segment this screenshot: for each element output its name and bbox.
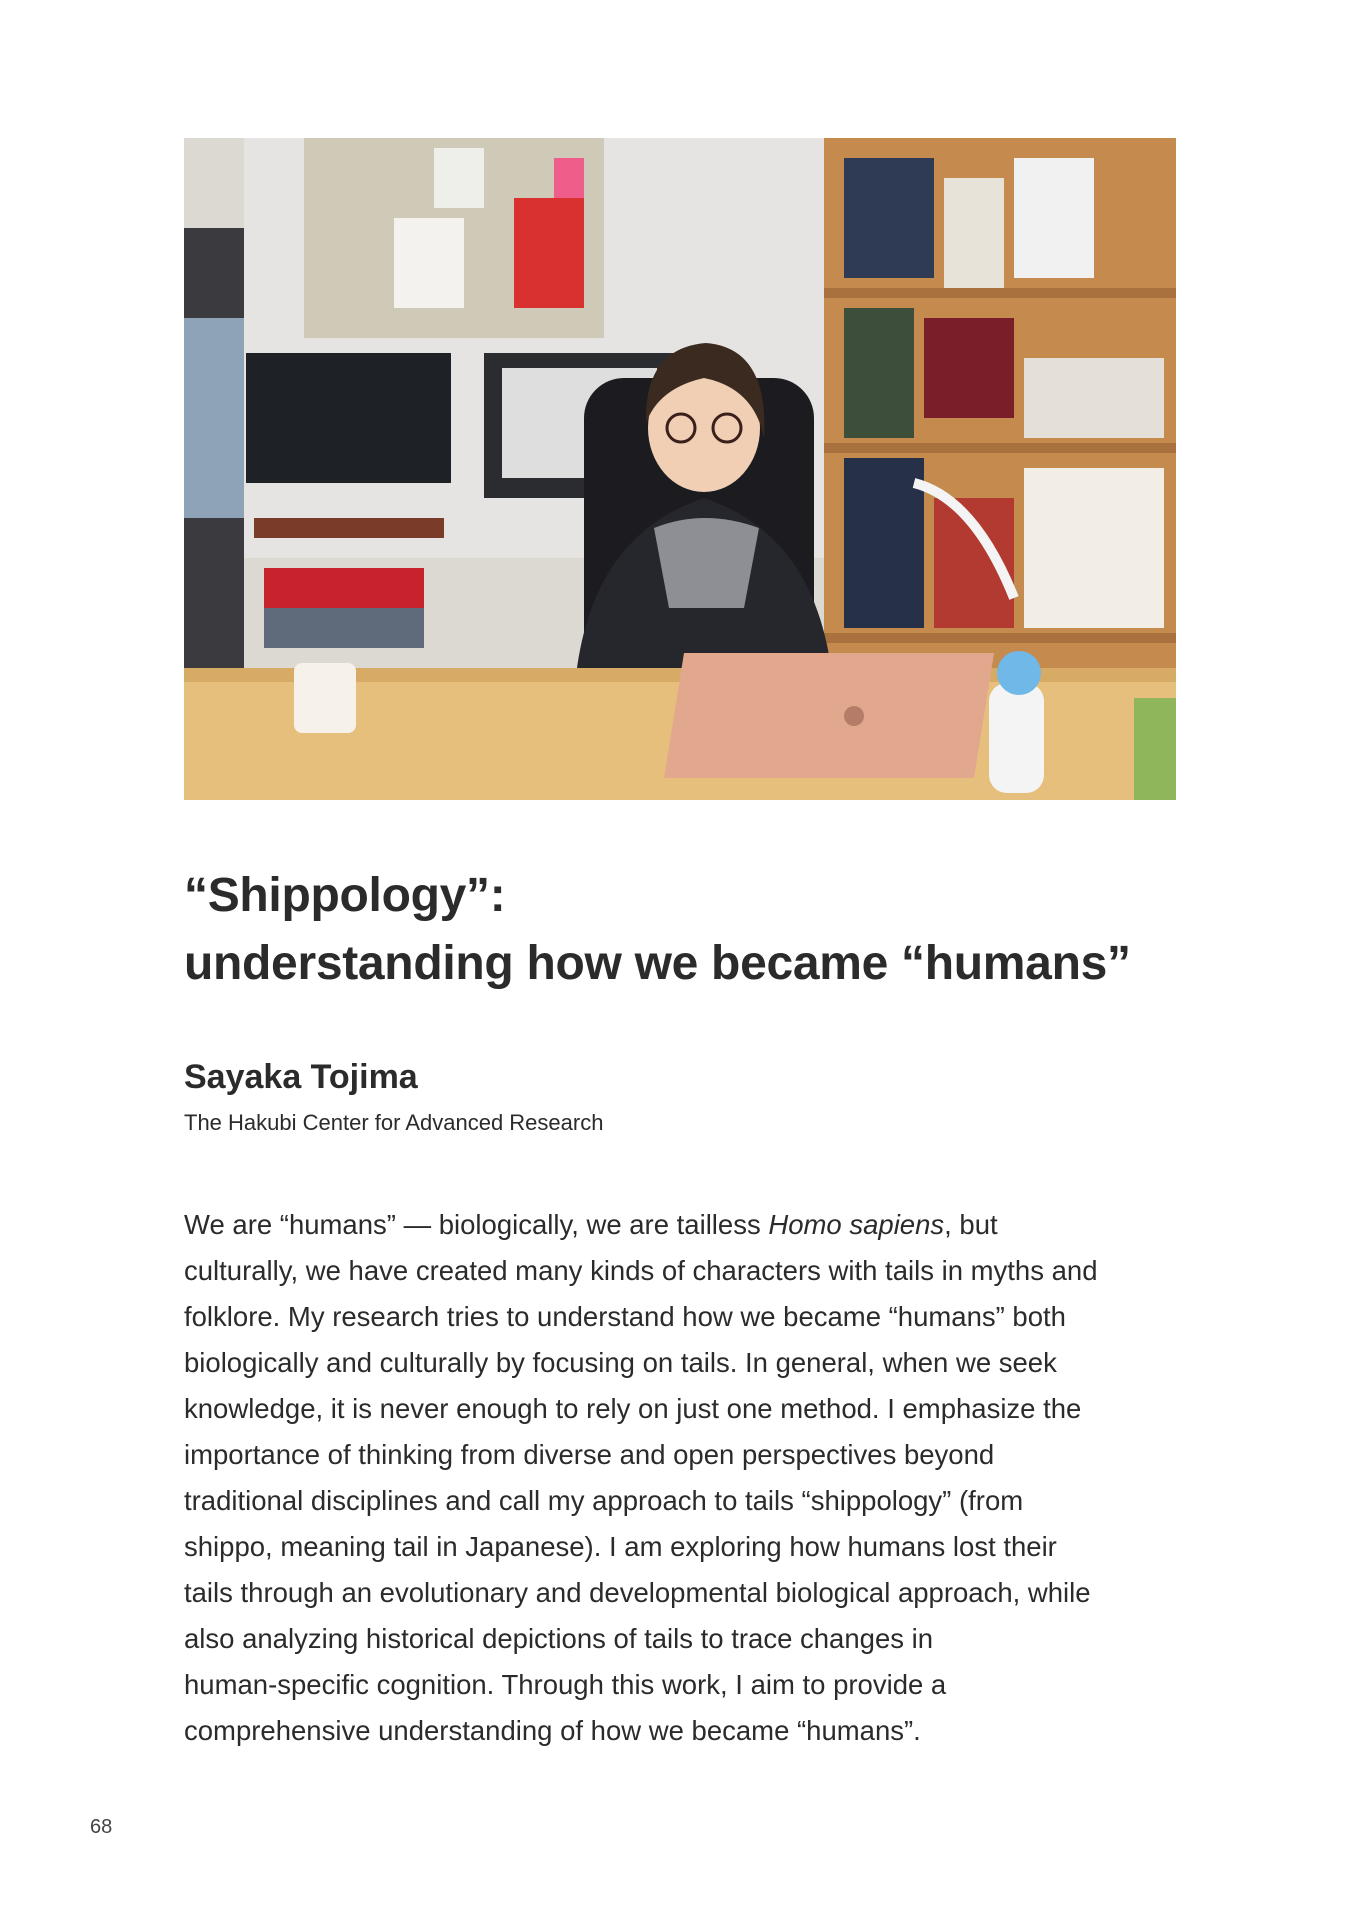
body-line: human-specific cognition. Through this work, I aim to provide a [184,1669,947,1700]
page-number: 68 [90,1816,113,1838]
body-line-1 [184,1202,1184,1248]
body-line: importance of thinking from diverse and open perspectives beyond [184,1439,995,1470]
article-title [184,862,1184,998]
body-italic-species: Homo sapiens [768,1209,945,1240]
body-line: folklore. My research tries to understand how we became “humans” both [184,1301,1066,1332]
title-line-2: understanding how we became “humans” [184,937,1131,990]
body-line: also analyzing historical depictions of tails to trace changes in [184,1623,934,1654]
portrait-photo [184,138,1176,800]
body-line-1-end: , but [944,1209,998,1240]
title-line-1: “Shippology”: [184,869,506,922]
body-line: knowledge, it is never enough to rely on just one method. I emphasize the [184,1393,1082,1424]
author-affiliation: The Hakubi Center for Advanced Research [184,1110,604,1135]
body-line: shippo, meaning tail in Japanese). I am exploring how humans lost their [184,1531,1057,1562]
office-photo-illustration [184,138,1176,800]
body-line: biologically and culturally by focusing on tails. In general, when we seek [184,1347,1057,1378]
article-body [184,1202,1184,1754]
author-name: Sayaka Tojima [184,1058,418,1096]
body-line-1-start: We are “humans” — biologically, we are tailless [184,1209,769,1240]
body-line: culturally, we have created many kinds of characters with tails in myths and [184,1255,1098,1286]
body-line: tails through an evolutionary and developmental biological approach, while [184,1577,1091,1608]
body-line: traditional disciplines and call my approach to tails “shippology” (from [184,1485,1024,1516]
body-line: comprehensive understanding of how we became “humans”. [184,1715,921,1746]
